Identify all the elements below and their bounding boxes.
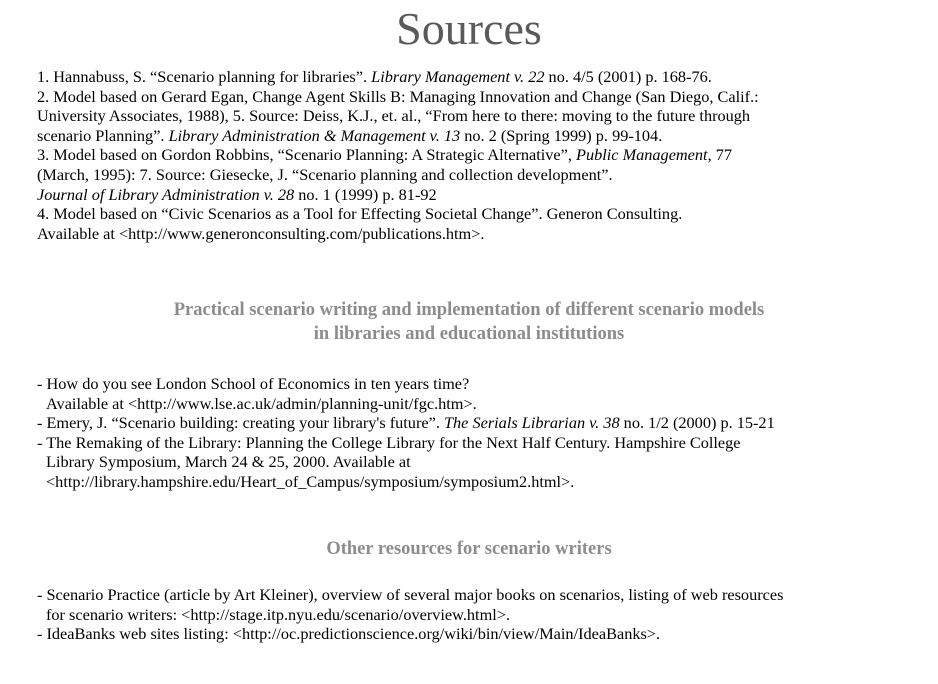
source-3-volume: , 77 [707,145,732,165]
source-1 [37,67,917,87]
other-resources-list [37,585,917,644]
practical-item-1-link: Available at <http://www.lse.ac.uk/admin/planning-unit/fgc.htm>. [46,393,477,413]
source-2-details: no. 2 (Spring 1999) p. 99-104. [460,125,663,145]
section-heading-other: Other resources for scenario writers [326,539,612,559]
practical-item-1: - How do you see London School of Economics in ten years time? [37,374,470,393]
other-item-1-link: for scenario writers: <http://stage.itp.nyu.edu/scenario/overview.html>. [46,604,511,624]
source-4-line-1: 4. Model based on “Civic Scenarios as a Tool for Effecting Societal Change”. Generon Consulting. [37,204,683,224]
practical-item-2-text: - Emery, J. “Scenario building: creating your library's future”. [37,413,444,433]
other-item-1: - Scenario Practice (article by Art Kleiner), overview of several major books on scenarios, listing of web resources [37,585,784,604]
source-2-journal: Library Administration & Management v. 13 [168,125,461,145]
practical-item-3-link: <http://library.hampshire.edu/Heart_of_Campus/symposium/symposium2.html>. [46,471,575,491]
source-3-details: no. 1 (1999) p. 81-92 [294,184,437,204]
other-item-2: - IdeaBanks web sites listing: <http://oc.predictionscience.org/wiki/bin/view/Main/IdeaBanks>. [37,624,661,644]
source-1-details: no. 4/5 (2001) p. 168-76. [544,67,712,86]
source-3-journal: Public Management [576,145,708,165]
source-3-text: 3. Model based on Gordon Robbins, “Scenario Planning: A Strategic Alternative”, [37,145,576,165]
section-heading-practical-line-2: in libraries and educational institutions [313,324,625,344]
source-4-line-2: Available at <http://www.generonconsulting.com/publications.htm>. [37,223,485,243]
practical-item-3: - The Remaking of the Library: Planning the College Library for the Next Half Century. Hampshire College [37,432,741,452]
section-heading-practical-line-1: Practical scenario writing and implementation of different scenario models [173,300,765,320]
practical-item-2-details: no. 1/2 (2000) p. 15-21 [619,413,775,433]
practical-list [37,374,917,492]
source-3-line-3 [37,185,917,205]
source-3-journal-2: Journal of Library Administration v. 28 [37,184,295,204]
section-heading-practical [0,298,938,346]
practical-item-3-line-2: Library Symposium, March 24 & 25, 2000. Available at [46,452,411,472]
practical-item-2 [37,413,917,433]
practical-item-2-journal: The Serials Librarian v. 38 [443,413,620,433]
source-1-text: 1. Hannabuss, S. “Scenario planning for libraries”. [37,67,372,86]
source-3-line-2: (March, 1995): 7. Source: Giesecke, J. “Scenario planning and collection development”. [37,164,613,184]
source-3-line-1 [37,145,917,165]
source-2-line-2: University Associates, 1988), 5. Source: Deiss, K.J., et. al., “From here to there: moving to the future through [37,106,751,126]
source-1-journal: Library Management v. 22 [371,67,545,86]
sources-list [37,67,917,243]
source-2-text: scenario Planning”. [37,125,169,145]
source-2-line-3 [37,126,917,146]
source-2-line-1: 2. Model based on Gerard Egan, Change Agent Skills B: Managing Innovation and Change (San Diego, Calif.: [37,86,759,106]
page-title: Sources [396,3,542,54]
